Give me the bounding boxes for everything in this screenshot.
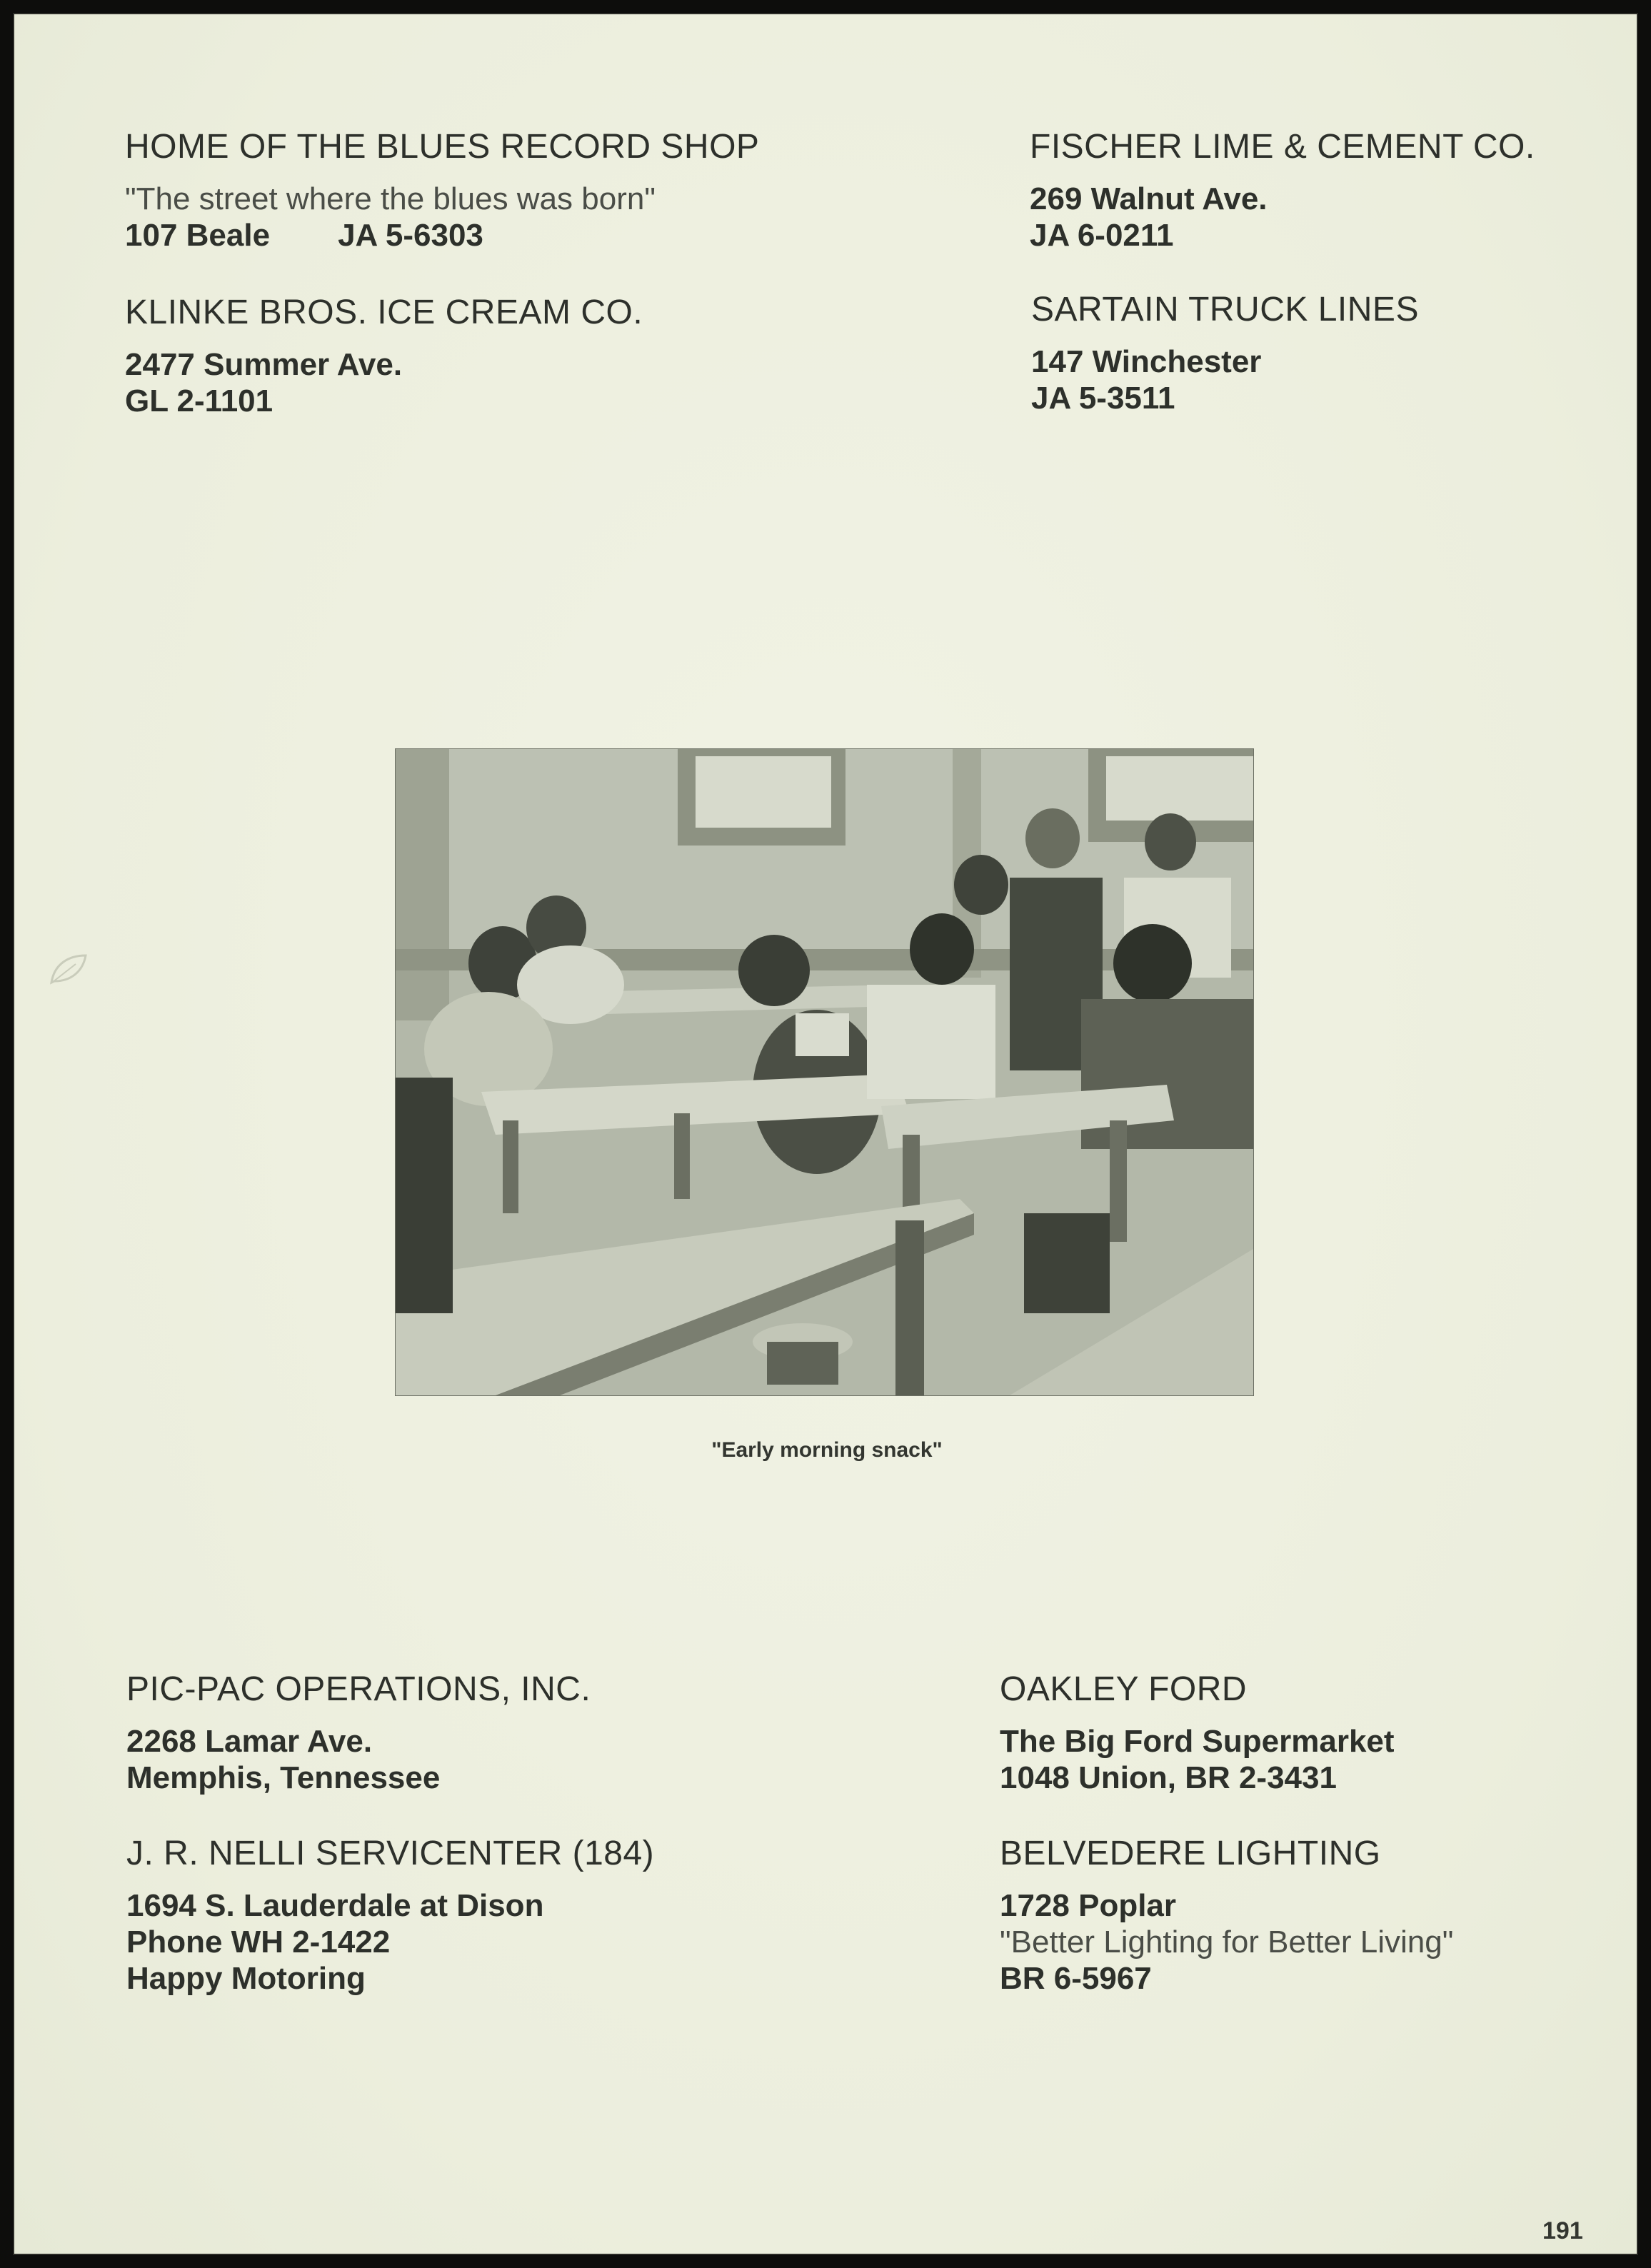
ad-address: 107 Beale [125,218,271,253]
photo-illustration [396,749,1253,1395]
ad-address-line [125,217,759,254]
cafeteria-photo [395,748,1254,1396]
photo-caption: "Early morning snack" [711,1438,943,1462]
ad-address: 269 Walnut Ave. [1030,181,1268,216]
ad-name: OAKLEY FORD [1000,1670,1248,1708]
ad-phone: JA 5-6303 [338,218,483,253]
ad-address: 1694 S. Lauderdale at Dison [126,1888,544,1923]
ad-home-of-the-blues [125,127,759,254]
ad-name: SARTAIN TRUCK LINES [1031,291,1419,328]
ad-name: HOME OF THE BLUES RECORD SHOP [125,128,760,166]
ad-city: Memphis, Tennessee [126,1760,441,1795]
ad-fischer-lime-cement [1030,127,1535,254]
ad-address: 1048 Union, BR 2-3431 [1000,1760,1337,1795]
page-number: 191 [1542,2217,1583,2244]
ad-name: KLINKE BROS. ICE CREAM CO. [125,293,643,331]
ad-nelli-servicenter [126,1834,654,1997]
ad-name: J. R. NELLI SERVICENTER (184) [126,1835,655,1872]
ad-phone: JA 5-3511 [1031,381,1175,416]
ad-phone: BR 6-5967 [1000,1961,1152,1996]
ad-name: FISCHER LIME & CEMENT CO. [1030,128,1535,166]
ad-phone: JA 6-0211 [1030,218,1174,253]
ad-phone: GL 2-1101 [125,383,274,418]
ad-address: 2268 Lamar Ave. [126,1724,373,1759]
ad-address: 2477 Summer Ave. [125,347,403,382]
yearbook-page [13,13,1638,2255]
ad-pic-pac-operations [126,1670,591,1796]
ad-tagline: "The street where the blues was born" [125,181,656,216]
ad-name: PIC-PAC OPERATIONS, INC. [126,1670,591,1708]
ad-address: 147 Winchester [1031,344,1262,379]
ad-slogan: Happy Motoring [126,1961,366,1996]
ad-name: BELVEDERE LIGHTING [1000,1835,1381,1872]
ad-klinke-bros [125,293,643,419]
ad-sartain-truck-lines [1031,290,1419,416]
leaf-icon [47,951,90,987]
ad-oakley-ford [1000,1670,1395,1796]
ad-tagline: "Better Lighting for Better Living" [1000,1925,1454,1960]
ad-tagline: The Big Ford Supermarket [1000,1724,1395,1759]
ad-phone: Phone WH 2-1422 [126,1925,391,1960]
ad-belvedere-lighting [1000,1834,1453,1997]
ad-address: 1728 Poplar [1000,1888,1177,1923]
